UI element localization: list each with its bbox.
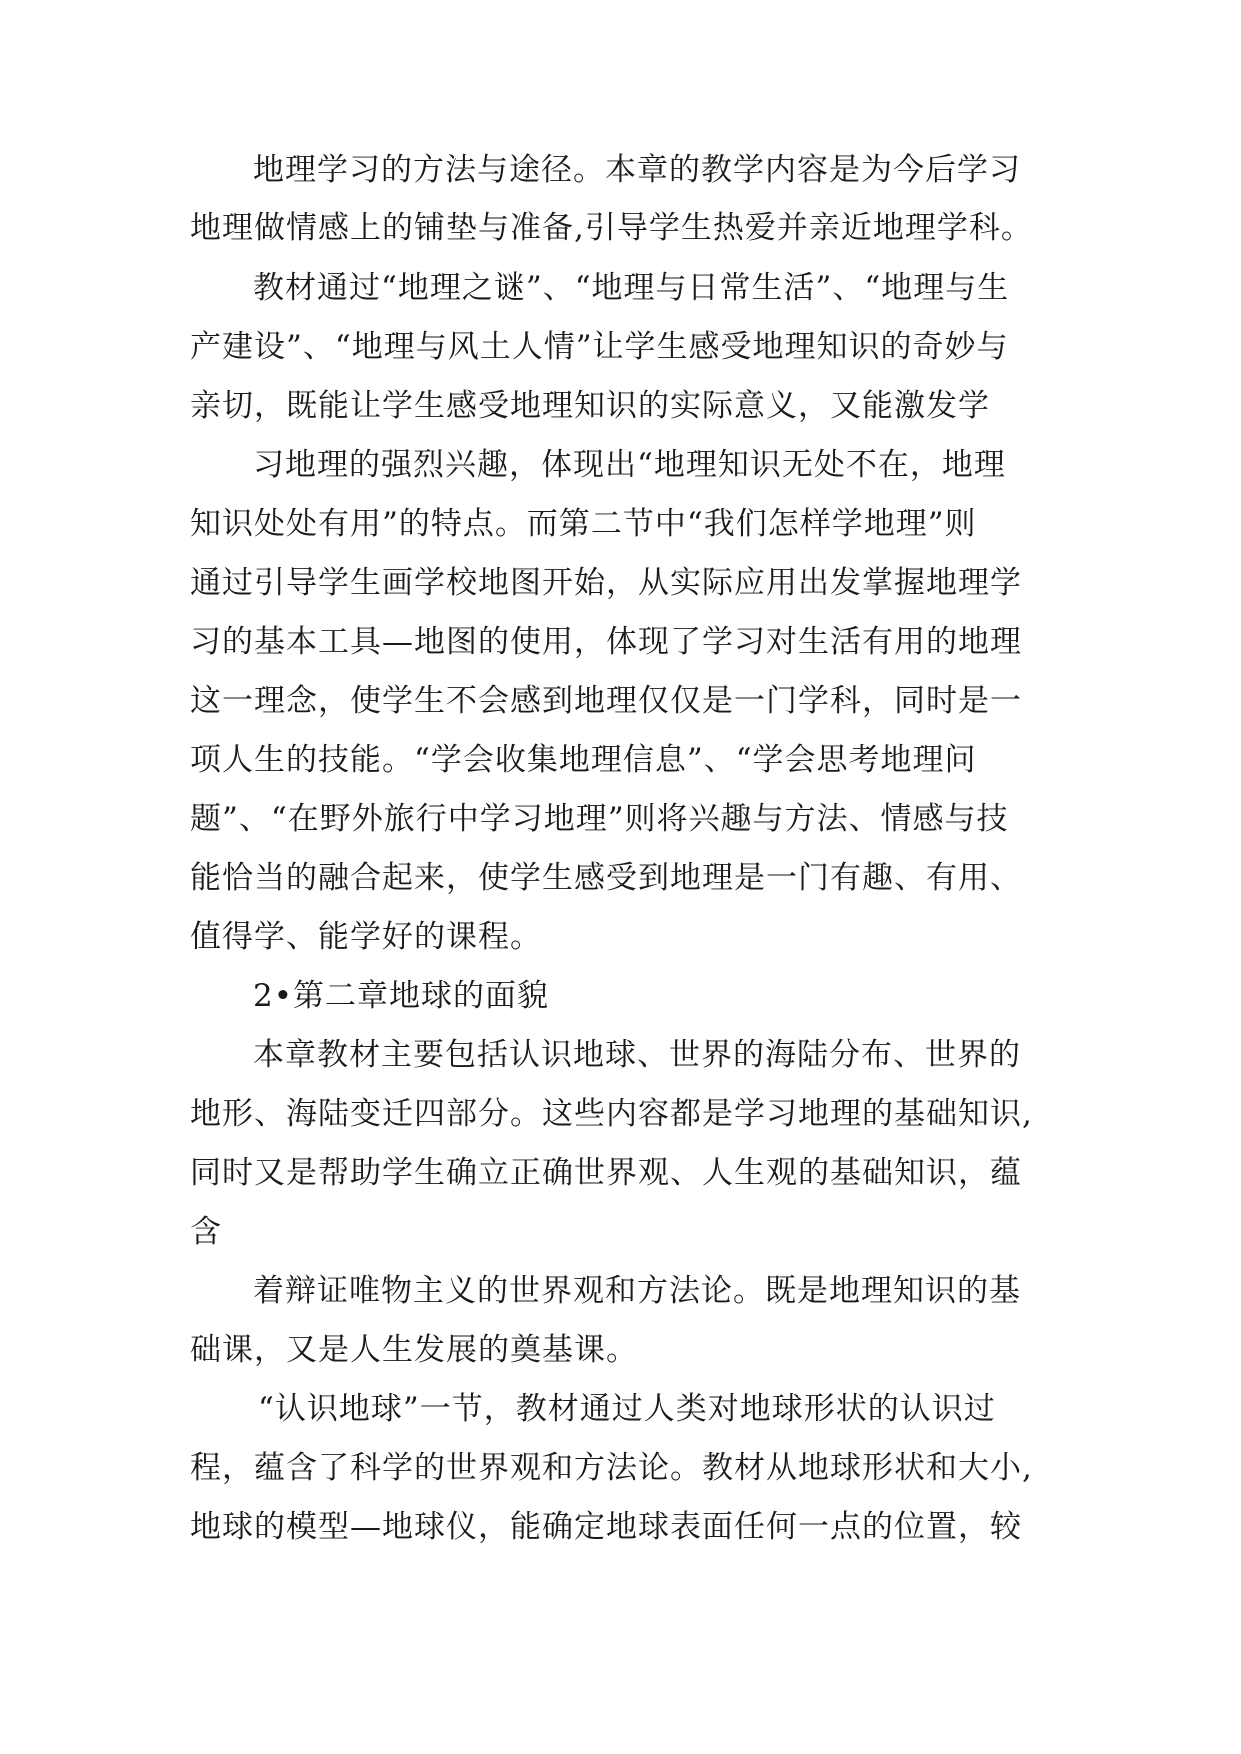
text-line: 地球的模型—地球仪，能确定地球表面任何一点的位置，较 — [190, 1509, 1022, 1545]
text-line: “认识地球”一节，教材通过人类对地球形状的认识过 — [258, 1391, 996, 1427]
text-line: 知识处处有用”的特点。而第二节中“我们怎样学地理”则 — [190, 506, 977, 542]
text-line: 地理学习的方法与途径。本章的教学内容是为今后学习 — [253, 152, 1021, 188]
text-line: 教材通过“地理之谜”、“地理与日常生活”、“地理与生 — [253, 270, 1010, 306]
text-line: 习地理的强烈兴趣，体现出“地理知识无处不在，地理 — [253, 447, 1006, 483]
text-line: 程，蕴含了科学的世界观和方法论。教材从地球形状和大小, — [190, 1450, 1033, 1486]
text-line: 地理做情感上的铺垫与准备,引导学生热爱并亲近地理学科。 — [190, 210, 1033, 246]
text-line: 值得学、能学好的课程。 — [190, 919, 542, 955]
text-line: 能恰当的融合起来，使学生感受到地理是一门有趣、有用、 — [190, 860, 1022, 896]
text-line: 础课，又是人生发展的奠基课。 — [190, 1332, 638, 1368]
text-line: 含 — [190, 1214, 222, 1250]
text-line: 着辩证唯物主义的世界观和方法论。既是地理知识的基 — [253, 1273, 1021, 1309]
text-line: 习的基本工具—地图的使用，体现了学习对生活有用的地理 — [190, 624, 1022, 660]
text-line: 同时又是帮助学生确立正确世界观、人生观的基础知识，蕴 — [190, 1155, 1022, 1191]
text-line: 题”、“在野外旅行中学习地理”则将兴趣与方法、情感与技 — [190, 801, 1009, 837]
text-line: 亲切，既能让学生感受地理知识的实际意义，又能激发学 — [190, 388, 990, 424]
text-line: 项人生的技能。“学会收集地理信息”、“学会思考地理问 — [190, 742, 977, 778]
section-heading: 2•第二章地球的面貌 — [253, 978, 550, 1014]
text-line: 产建设”、“地理与风土人情”让学生感受地理知识的奇妙与 — [190, 329, 1009, 365]
text-line: 本章教材主要包括认识地球、世界的海陆分布、世界的 — [253, 1037, 1021, 1073]
text-line: 地形、海陆变迁四部分。这些内容都是学习地理的基础知识, — [190, 1096, 1033, 1132]
text-line: 这一理念，使学生不会感到地理仅仅是一门学科，同时是一 — [190, 683, 1022, 719]
text-line: 通过引导学生画学校地图开始，从实际应用出发掌握地理学 — [190, 565, 1022, 601]
